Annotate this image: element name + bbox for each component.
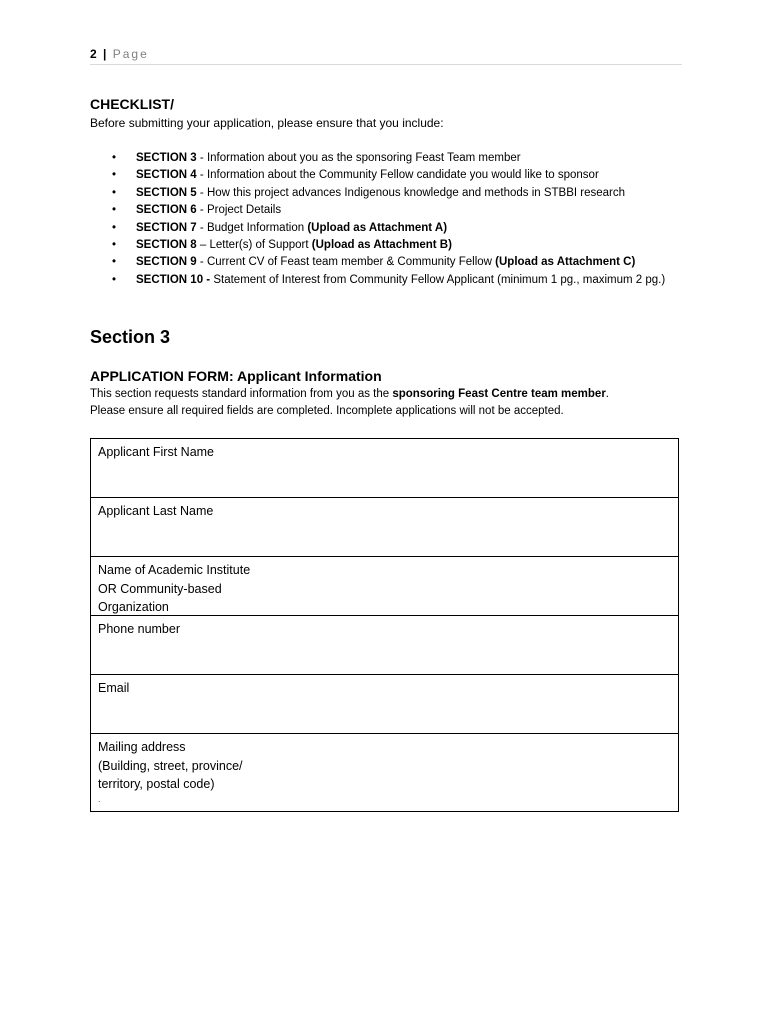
page-header	[90, 46, 682, 65]
checklist-item-text: - Project Details	[196, 204, 282, 217]
bullet-icon: •	[112, 239, 117, 252]
checklist-item-section: SECTION 10 -	[136, 273, 211, 286]
bullet-icon: •	[112, 204, 117, 217]
first-name-field[interactable]	[91, 439, 678, 498]
checklist-item-section: SECTION 4	[136, 169, 197, 182]
field-trailing-mark: .	[98, 793, 101, 804]
page-number: 2	[90, 47, 97, 61]
bullet-icon: •	[112, 256, 117, 269]
form-intro-text: This section requests standard information from you as the	[90, 388, 393, 400]
form-intro-emphasis: sponsoring Feast Centre team member	[392, 388, 606, 400]
checklist-item-section: SECTION 9	[136, 256, 197, 269]
section-heading: Section 3	[90, 327, 171, 347]
checklist-item-text: - Current CV of Feast team member & Community Fellow	[196, 256, 496, 269]
checklist-item	[90, 220, 682, 237]
field-label: Name of Academic Institute	[98, 563, 251, 577]
checklist-item	[90, 150, 682, 167]
phone-number-field[interactable]	[91, 616, 678, 675]
page-separator: |	[103, 47, 107, 61]
checklist-item	[90, 237, 682, 254]
checklist-title: CHECKLIST/	[90, 96, 174, 112]
checklist-item-text: – Letter(s) of Support	[196, 239, 312, 252]
checklist-item-section: SECTION 3	[136, 152, 197, 164]
checklist-item-text: - Information about the Community Fellow candidate you would like to sponsor	[196, 169, 599, 182]
checklist-item-section: SECTION 8	[136, 239, 197, 252]
checklist-item-text: - Information about you as the sponsoring Feast Team member	[196, 152, 521, 164]
checklist-item	[90, 167, 682, 184]
checklist-item-text: - How this project advances Indigenous knowledge and methods in STBBI research	[196, 186, 626, 199]
field-label: Organization	[98, 600, 169, 614]
checklist-item-section: SECTION 5	[136, 186, 197, 199]
checklist-item-section: SECTION 7	[136, 221, 197, 234]
applicant-form-table	[90, 438, 679, 812]
checklist-item	[90, 254, 682, 271]
bullet-icon: •	[112, 273, 117, 286]
checklist-item	[90, 202, 682, 219]
field-label: (Building, street, province/	[98, 758, 243, 773]
checklist-item-attachment: (Upload as Attachment A)	[307, 221, 448, 234]
checklist-item-attachment: (Upload as Attachment B)	[311, 239, 452, 252]
checklist-item	[90, 185, 682, 202]
checklist-intro: Before submitting your application, please ensure that you include:	[90, 116, 444, 130]
checklist-item-attachment: (Upload as Attachment C)	[495, 256, 636, 269]
bullet-icon: •	[112, 152, 117, 164]
checklist-list	[90, 150, 682, 289]
form-intro	[90, 386, 690, 421]
bullet-icon: •	[112, 221, 117, 234]
field-label: territory, postal code)	[98, 777, 215, 791]
form-intro-text-end: .	[605, 388, 609, 400]
field-label: Applicant Last Name	[98, 504, 214, 518]
form-title: APPLICATION FORM: Applicant Information	[90, 368, 382, 384]
checklist-item-text: Statement of Interest from Community Fellow Applicant (minimum 1 pg., maximum 2 pg.)	[210, 273, 666, 286]
field-label: Email	[98, 681, 130, 695]
checklist-item-text: - Budget Information	[196, 221, 308, 234]
checklist-item-section: SECTION 6	[136, 204, 197, 217]
field-label: Phone number	[98, 622, 181, 636]
field-label: OR Community-based	[98, 581, 222, 596]
bullet-icon: •	[112, 169, 117, 182]
email-field[interactable]	[91, 675, 678, 734]
field-label: Applicant First Name	[98, 445, 215, 459]
checklist-item	[90, 272, 682, 289]
institute-field[interactable]	[91, 557, 678, 616]
page-word: Page	[112, 47, 149, 61]
bullet-icon: •	[112, 186, 117, 199]
field-label: Mailing address	[98, 740, 186, 754]
form-intro-line2: Please ensure all required fields are completed. Incomplete applications will not be accepted.	[90, 405, 564, 418]
mailing-address-field[interactable]	[91, 734, 678, 811]
last-name-field[interactable]	[91, 498, 678, 557]
